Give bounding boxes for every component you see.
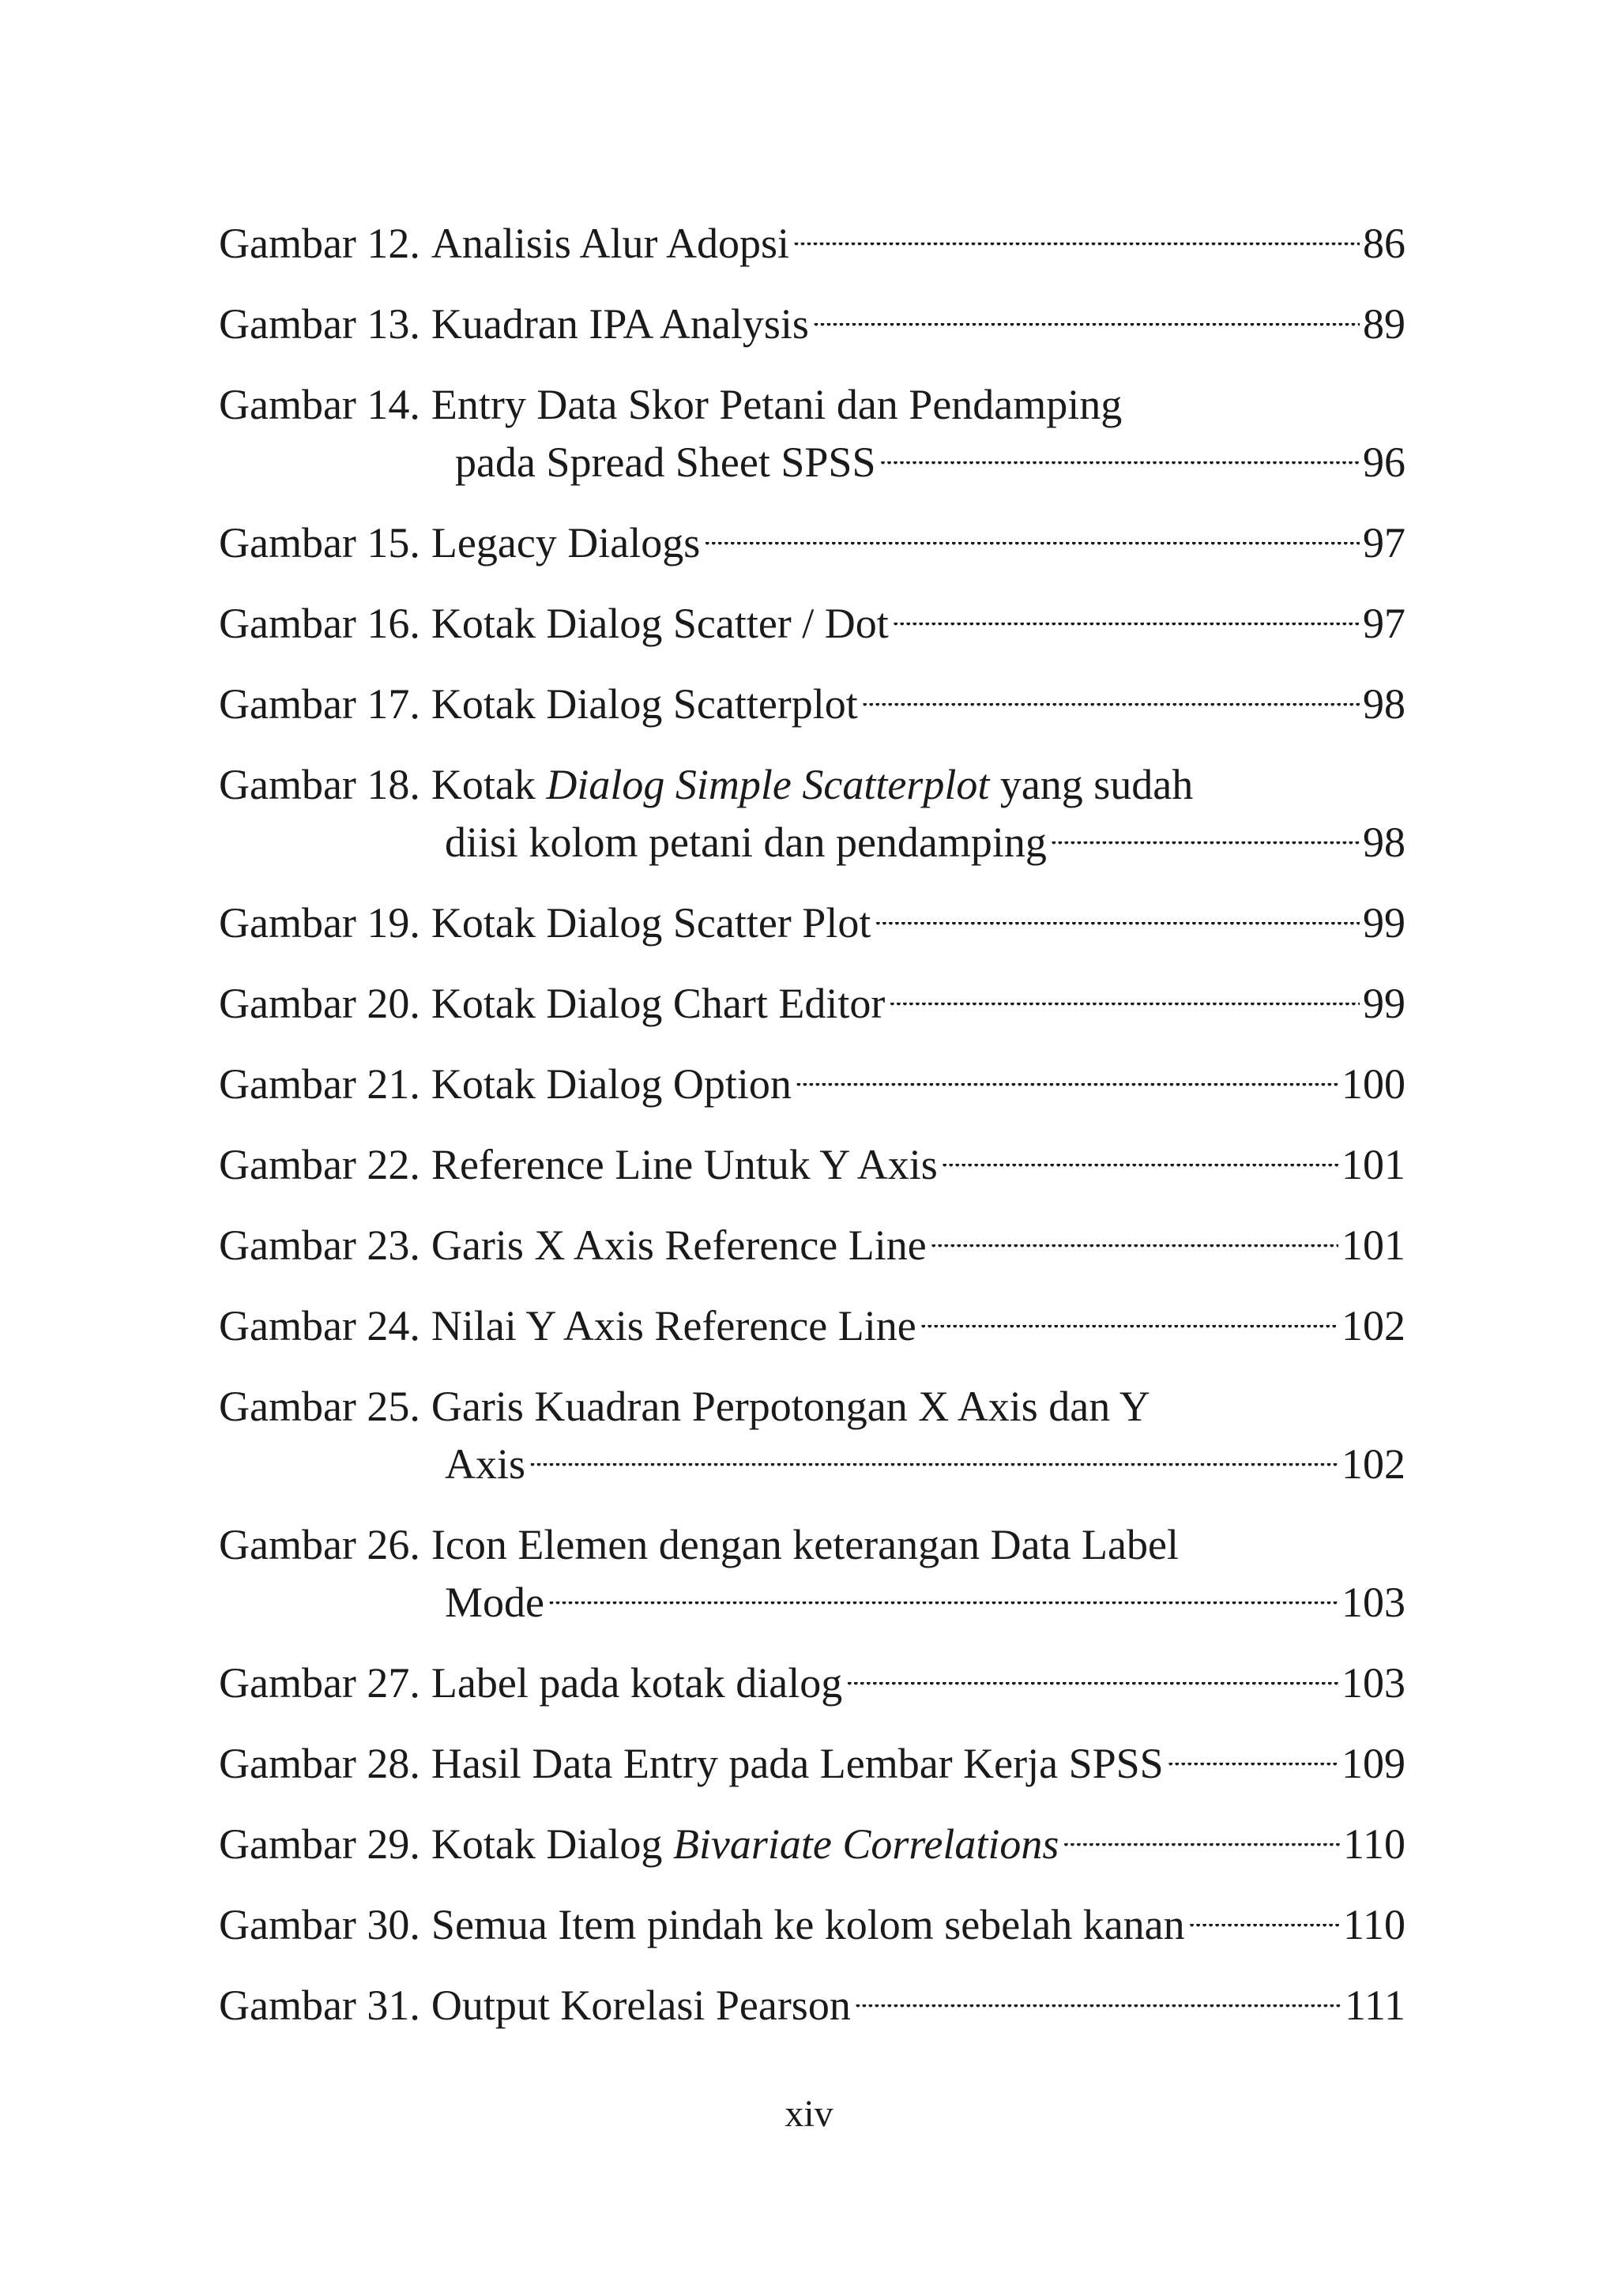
list-item (219, 1136, 1405, 1194)
page-number: 100 (1341, 1060, 1405, 1108)
dot-leader (920, 1325, 1338, 1341)
list-item (219, 1378, 1405, 1493)
dot-leader (930, 1244, 1338, 1260)
figure-title (431, 756, 1193, 814)
page-number: 103 (1341, 1659, 1405, 1707)
figure-number: Gambar 14. (219, 381, 420, 428)
page-number: 97 (1363, 600, 1405, 647)
figure-title: Icon Elemen dengan keterangan Data Label (431, 1521, 1179, 1568)
figure-title: Analisis Alur Adopsi (431, 220, 789, 267)
list-item (219, 1816, 1405, 1873)
title-prefix: Kotak (431, 761, 536, 808)
figure-number: Gambar 23. (219, 1221, 420, 1269)
figure-title: Label pada kotak dialog (431, 1659, 843, 1707)
figure-title: Output Korelasi Pearson (431, 1982, 851, 2029)
list-item (219, 1654, 1405, 1712)
list-item (219, 376, 1405, 491)
dot-leader (529, 1463, 1338, 1479)
dot-leader (861, 703, 1360, 719)
figure-title-continued: pada Spread Sheet SPSS (455, 438, 876, 486)
figure-title-continued: Axis (445, 1440, 526, 1488)
figure-title: Hasil Data Entry pada Lembar Kerja SPSS (431, 1740, 1164, 1787)
dot-leader (812, 323, 1360, 339)
figure-number: Gambar 25. (219, 1383, 420, 1430)
figure-number: Gambar 17. (219, 680, 420, 728)
page-number: 86 (1363, 220, 1405, 267)
dot-leader (879, 461, 1360, 477)
page-number: 102 (1341, 1440, 1405, 1488)
list-item (219, 295, 1405, 353)
figure-number: Gambar 24. (219, 1302, 420, 1349)
dot-leader (941, 1164, 1338, 1180)
figure-title: Kotak Dialog Scatter Plot (431, 899, 871, 947)
list-item (219, 1217, 1405, 1274)
page-number: 99 (1363, 899, 1405, 947)
figure-title (431, 1816, 1059, 1873)
dot-leader (892, 623, 1360, 638)
list-item (219, 1516, 1405, 1632)
title-italic: Bivariate Correlations (672, 1820, 1059, 1868)
figure-title: Kotak Dialog Scatterplot (431, 680, 858, 728)
figure-title: Kuadran IPA Analysis (431, 300, 809, 348)
figure-title: Garis X Axis Reference Line (431, 1221, 927, 1269)
dot-leader (874, 922, 1360, 938)
page-number: 98 (1363, 680, 1405, 728)
dot-leader (1062, 1843, 1340, 1859)
figure-title: Entry Data Skor Petani dan Pendamping (431, 381, 1123, 428)
figure-number: Gambar 21. (219, 1060, 420, 1108)
figure-number: Gambar 29. (219, 1820, 420, 1868)
title-italic: Dialog Simple Scatterplot (546, 761, 990, 808)
page-number: 102 (1341, 1302, 1405, 1349)
figure-title: Garis Kuadran Perpotongan X Axis dan Y (431, 1383, 1150, 1430)
dot-leader (703, 542, 1360, 558)
dot-leader (854, 2004, 1341, 2020)
dot-leader (888, 1003, 1360, 1018)
figure-number: Gambar 12. (219, 220, 420, 267)
title-suffix: yang sudah (999, 761, 1194, 808)
page-number: 109 (1341, 1740, 1405, 1787)
list-item (219, 756, 1405, 871)
page-number: 99 (1363, 980, 1405, 1027)
page-number: 110 (1343, 1820, 1405, 1868)
page-number: 97 (1363, 519, 1405, 566)
page-number: 110 (1343, 1901, 1405, 1948)
figure-title: Legacy Dialogs (431, 519, 701, 566)
figure-number: Gambar 28. (219, 1740, 420, 1787)
page-number: 98 (1363, 819, 1405, 866)
list-item (219, 894, 1405, 952)
figure-number: Gambar 22. (219, 1141, 420, 1188)
list-item (219, 1896, 1405, 1954)
figure-title: Kotak Dialog Option (431, 1060, 792, 1108)
dot-leader (547, 1602, 1338, 1617)
dot-leader (1167, 1763, 1338, 1778)
list-item (219, 595, 1405, 653)
page-number: 89 (1363, 300, 1405, 348)
figure-number: Gambar 13. (219, 300, 420, 348)
page-number: 96 (1363, 438, 1405, 486)
page-number: 111 (1345, 1982, 1405, 2029)
dot-leader (792, 243, 1360, 258)
figure-number: Gambar 30. (219, 1901, 420, 1948)
title-prefix: Kotak Dialog (431, 1820, 663, 1868)
figure-number: Gambar 31. (219, 1982, 420, 2029)
list-item (219, 676, 1405, 733)
list-item (219, 1735, 1405, 1793)
figure-number: Gambar 20. (219, 980, 420, 1027)
figure-number: Gambar 16. (219, 600, 420, 647)
figure-number: Gambar 27. (219, 1659, 420, 1707)
page-footer-number: xiv (785, 2093, 833, 2135)
list-item (219, 1297, 1405, 1355)
figure-title: Kotak Dialog Scatter / Dot (431, 600, 889, 647)
figure-title: Reference Line Untuk Y Axis (431, 1141, 938, 1188)
figure-title-continued: diisi kolom petani dan pendamping (445, 819, 1047, 866)
page-number: 101 (1341, 1141, 1405, 1188)
list-of-figures (219, 215, 1405, 2057)
figure-number: Gambar 15. (219, 519, 420, 566)
figure-number: Gambar 18. (219, 761, 420, 808)
list-item (219, 514, 1405, 572)
figure-title-continued: Mode (445, 1579, 544, 1626)
dot-leader (1050, 841, 1360, 857)
list-item (219, 1977, 1405, 2034)
list-item (219, 215, 1405, 273)
figure-title: Nilai Y Axis Reference Line (431, 1302, 916, 1349)
dot-leader (845, 1682, 1338, 1698)
page-number: 101 (1341, 1221, 1405, 1269)
figure-title: Semua Item pindah ke kolom sebelah kanan (431, 1901, 1185, 1948)
page-number: 103 (1341, 1579, 1405, 1626)
figure-number: Gambar 19. (219, 899, 420, 947)
dot-leader (1188, 1924, 1340, 1940)
figure-number: Gambar 26. (219, 1521, 420, 1568)
list-item (219, 975, 1405, 1033)
dot-leader (795, 1083, 1338, 1099)
figure-title: Kotak Dialog Chart Editor (431, 980, 886, 1027)
list-item (219, 1056, 1405, 1113)
